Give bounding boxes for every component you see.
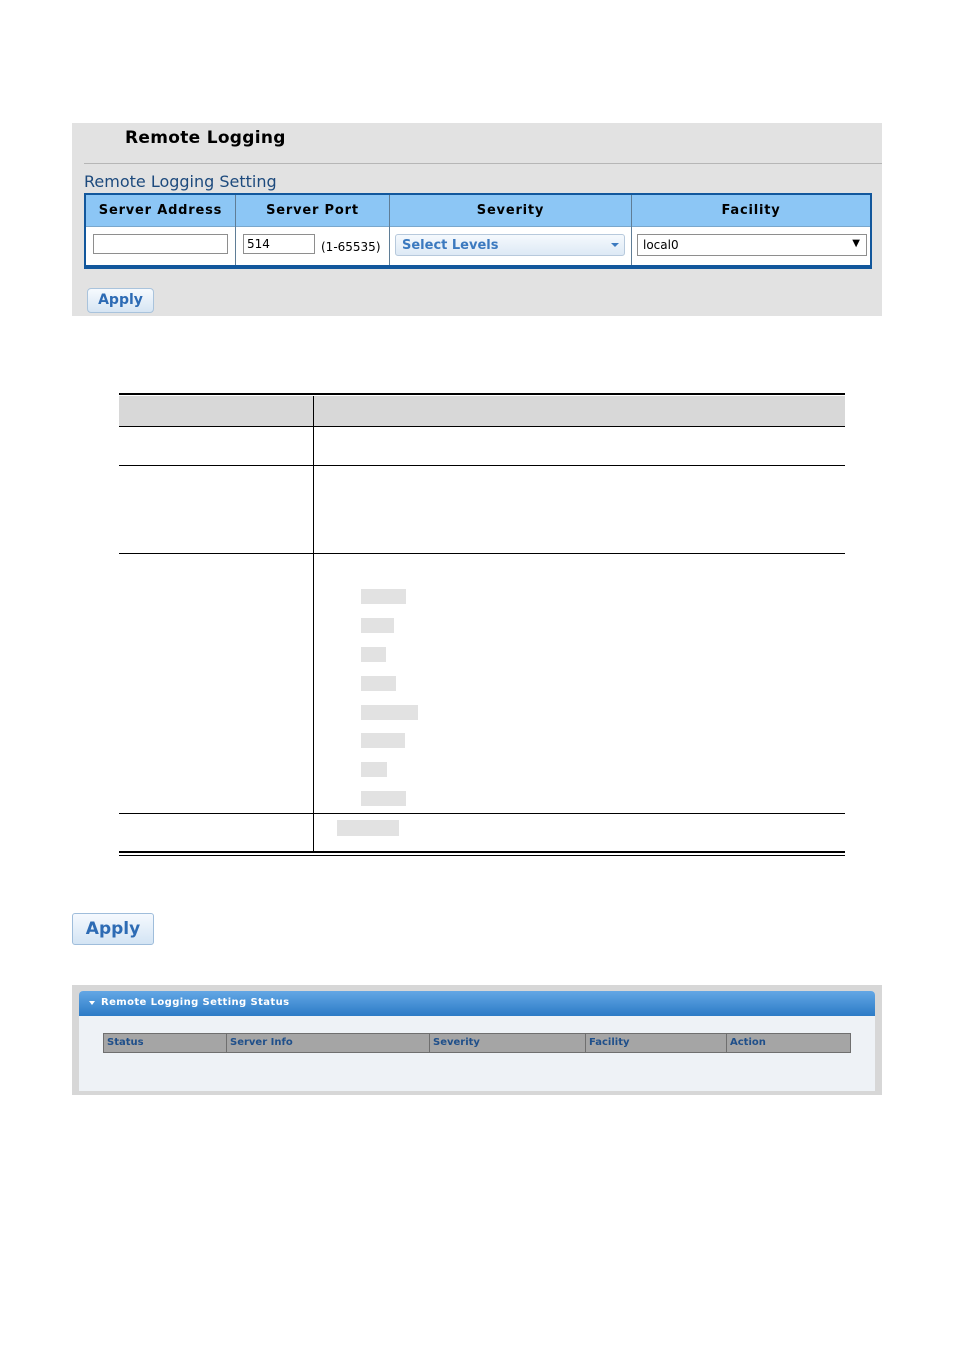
server-port-input[interactable] — [243, 234, 315, 254]
redacted-value — [361, 705, 418, 720]
remote-logging-panel — [72, 123, 882, 316]
redacted-value — [361, 733, 405, 748]
section-title: Remote Logging Setting — [84, 172, 277, 191]
severity-select[interactable] — [395, 234, 625, 256]
table-row — [86, 227, 870, 265]
header-facility: Facility — [589, 1037, 630, 1048]
redacted-value — [337, 820, 399, 836]
status-table-header — [103, 1033, 851, 1053]
redacted-value — [361, 647, 386, 662]
header-facility: Facility — [721, 203, 781, 218]
page-title: Remote Logging — [125, 128, 286, 148]
header-severity: Severity — [476, 203, 545, 218]
row-divider — [119, 426, 845, 427]
redacted-value — [361, 589, 406, 604]
row-divider — [119, 465, 845, 466]
facility-select[interactable] — [637, 234, 867, 256]
dropdown-arrow-icon: ▼ — [852, 238, 860, 249]
server-address-input[interactable] — [93, 234, 228, 254]
header-status: Status — [107, 1037, 144, 1048]
redacted-value — [361, 618, 394, 633]
redacted-value — [361, 791, 406, 806]
severity-select-label: Select Levels — [402, 238, 499, 253]
facility-select-value: local0 — [643, 238, 679, 252]
header-server-address: Server Address — [98, 203, 223, 218]
table-header — [86, 195, 870, 227]
row-divider — [119, 813, 845, 814]
header-action: Action — [730, 1037, 766, 1048]
description-table-header — [119, 396, 845, 426]
status-panel-header[interactable] — [79, 991, 875, 1016]
redacted-value — [361, 676, 396, 691]
header-severity: Severity — [433, 1037, 480, 1048]
table-bottom-border — [119, 851, 845, 853]
apply-button[interactable]: Apply — [72, 913, 154, 945]
table-bottom-border — [119, 855, 845, 856]
status-panel-title: Remote Logging Setting Status — [101, 997, 290, 1008]
collapse-triangle-icon — [89, 1001, 95, 1005]
header-server-port: Server Port — [266, 203, 359, 218]
header-server-info: Server Info — [230, 1037, 293, 1048]
title-divider — [84, 163, 882, 164]
server-port-range: (1-65535) — [321, 240, 381, 254]
redacted-value — [361, 762, 387, 777]
remote-logging-status-panel — [72, 985, 882, 1095]
chevron-down-icon — [611, 243, 619, 247]
table-top-border — [119, 393, 845, 395]
status-panel-body — [79, 991, 875, 1091]
apply-button-small[interactable]: Apply — [87, 288, 154, 313]
row-divider — [119, 553, 845, 554]
description-table — [119, 393, 845, 856]
remote-logging-setting-table — [84, 193, 872, 269]
